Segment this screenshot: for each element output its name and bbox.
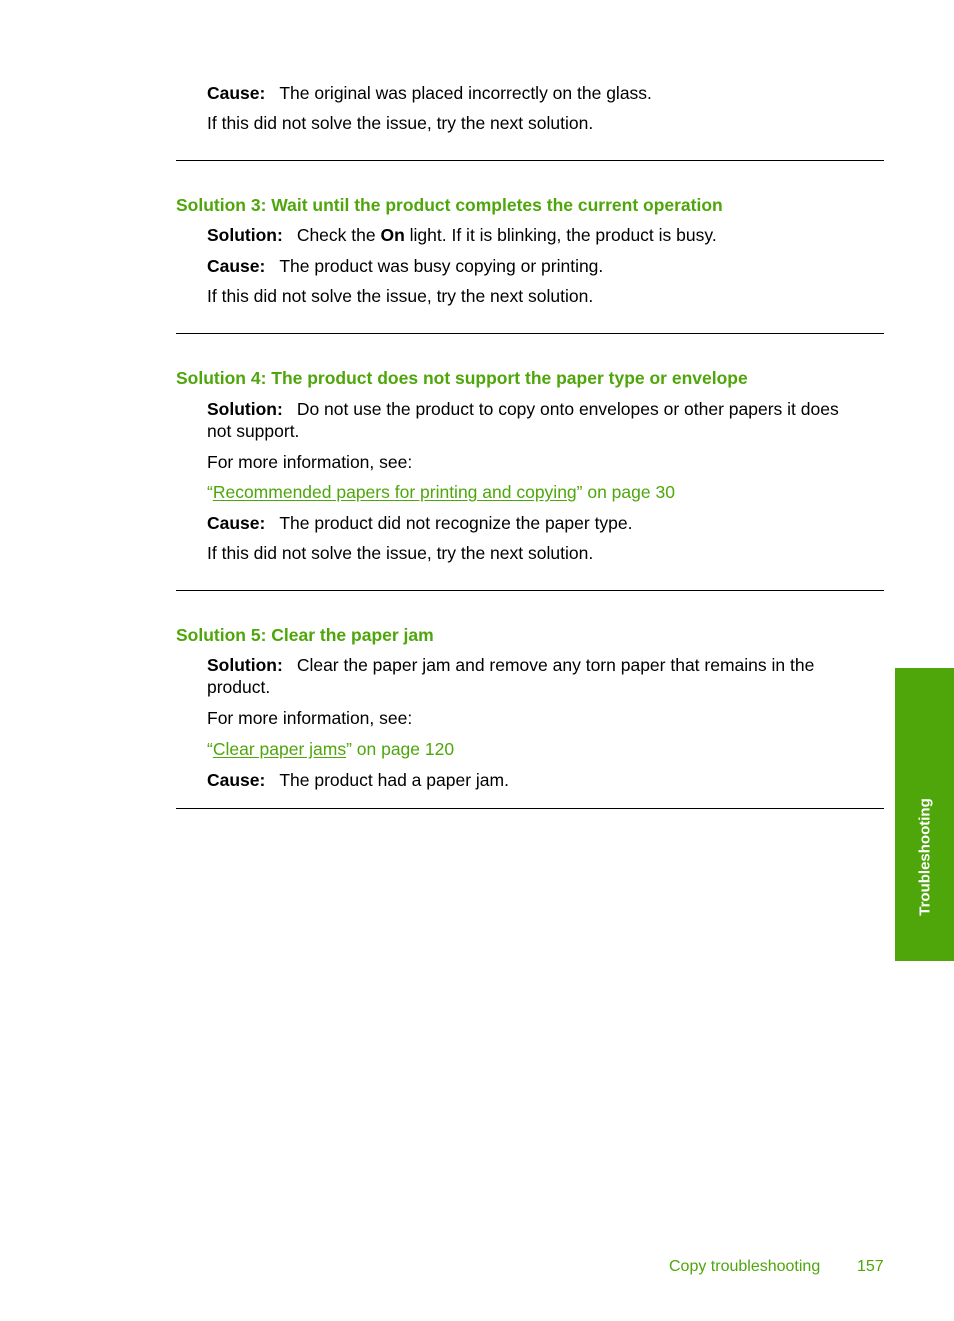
solution-3-next-solution: If this did not solve the issue, try the next solution. <box>207 286 594 306</box>
solution-label: Solution: <box>207 655 283 675</box>
divider <box>176 160 884 161</box>
intro-cause <box>207 82 652 104</box>
divider <box>176 333 884 334</box>
solution-5-reference <box>207 738 454 760</box>
link-page-ref: ” on page 30 <box>576 482 675 502</box>
clear-paper-jams-link[interactable]: Clear paper jams <box>212 739 347 759</box>
solution-5-heading: Solution 5: Clear the paper jam <box>176 625 434 645</box>
page-number: 157 <box>857 1258 884 1275</box>
cause-text: The original was placed incorrectly on the glass. <box>279 83 652 103</box>
cause-label: Cause: <box>207 83 266 103</box>
solution-text: Clear the paper jam and remove any torn paper that remains in the <box>296 655 815 675</box>
solution-5-more-info: For more information, see: <box>207 708 413 728</box>
solution-label: Solution: <box>207 225 283 245</box>
solution-text: Do not use the product to copy onto envelopes or other papers it does <box>296 399 839 419</box>
cause-label: Cause: <box>207 513 266 533</box>
side-tab-label: Troubleshooting <box>916 797 933 916</box>
solution-4-heading: Solution 4: The product does not support the paper type or envelope <box>176 368 748 388</box>
solution-4-reference <box>207 481 675 503</box>
open-quote: “ <box>207 739 213 759</box>
solution-4-solution <box>207 398 839 420</box>
troubleshooting-side-tab <box>895 668 954 961</box>
on-light-label: On <box>380 225 405 245</box>
footer-section-title: Copy troubleshooting <box>669 1258 821 1275</box>
solution-4-more-info: For more information, see: <box>207 452 413 472</box>
solution-4-next-solution: If this did not solve the issue, try the next solution. <box>207 543 594 563</box>
solution-3-solution <box>207 224 717 246</box>
solution-text-post: light. If it is blinking, the product is busy. <box>404 225 717 245</box>
solution-5-solution-continued: product. <box>207 677 271 697</box>
cause-label: Cause: <box>207 770 266 790</box>
cause-text: The product had a paper jam. <box>279 770 509 790</box>
link-page-ref: ” on page 120 <box>346 739 455 759</box>
intro-next-solution: If this did not solve the issue, try the next solution. <box>207 113 594 133</box>
cause-text: The product did not recognize the paper type. <box>279 513 633 533</box>
solution-4-cause <box>207 512 633 534</box>
divider <box>176 590 884 591</box>
open-quote: “ <box>207 482 213 502</box>
solution-label: Solution: <box>207 399 283 419</box>
solution-5-solution <box>207 654 814 676</box>
cause-label: Cause: <box>207 256 266 276</box>
cause-text: The product was busy copying or printing. <box>279 256 604 276</box>
solution-4-solution-continued: not support. <box>207 421 300 441</box>
solution-text-pre: Check the <box>296 225 381 245</box>
solution-3-heading: Solution 3: Wait until the product completes the current operation <box>176 195 723 215</box>
divider <box>176 808 884 809</box>
recommended-papers-link[interactable]: Recommended papers for printing and copying <box>212 482 577 502</box>
solution-5-cause <box>207 769 509 791</box>
solution-3-cause <box>207 255 603 277</box>
